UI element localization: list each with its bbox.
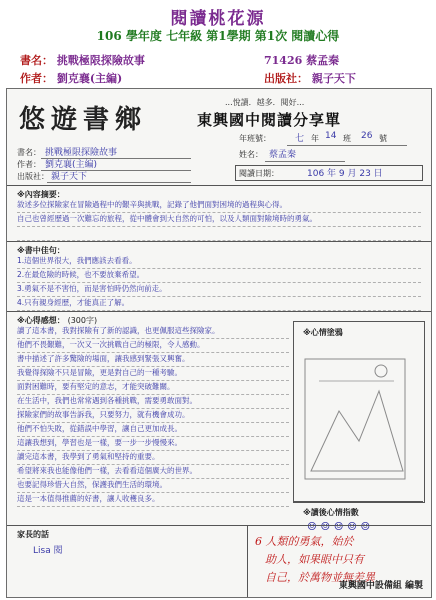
sheet-book-value: 挑戰極限探險故事 (45, 148, 118, 158)
author-label: 作者： (20, 72, 53, 85)
reading-sheet (6, 88, 432, 598)
summary-line: 自己也曾經歷過一次難忘的旅程，從中體會到大自然的可怕，以及人類面對險境時的勇氣。 (17, 213, 421, 227)
feeling-line: 這讓我想到，學習也是一樣，要一步一步慢慢來。 (17, 437, 289, 451)
sheet-slogan: ...悅讀．越多．閱好... (225, 98, 305, 107)
seat-no: 26 (361, 131, 373, 141)
name-label: 姓名： (239, 150, 263, 159)
parent-sign: Lisa 閱 (33, 546, 63, 556)
sheet-author-value: 劉克襄(主編) (45, 160, 98, 170)
sheet-author-label: 作者： (17, 160, 41, 169)
quote-line: 1.這個世界很大，我們應該去看看。 (17, 255, 421, 269)
parent-heading: 家長的話 (17, 530, 49, 539)
class-no: 14 (325, 131, 337, 141)
quote-lines (17, 255, 421, 311)
feeling-area (7, 325, 431, 533)
date-value: 106 年 9 月 23 日 (307, 169, 383, 179)
page-title: 閱讀桃花源 (170, 9, 266, 29)
feeling-line: 面對困難時，要有堅定的意志，才能突破難關。 (17, 381, 289, 395)
quote-heading: ※書中佳句： (17, 246, 65, 255)
feeling-line: 他們不怕失敗，從錯誤中學習，讓自己更加成長。 (17, 423, 289, 437)
teacher-note-2: 助人，如果眼中只有 (265, 553, 364, 566)
publisher-value: 親子天下 (311, 72, 356, 85)
sheet-publisher-label: 出版社： (17, 172, 49, 181)
feeling-line: 讀了這本書，我對探險有了新的認識，也更佩服這些探險家。 (17, 325, 289, 339)
book-title-label: 書名： (20, 54, 53, 67)
feeling-lines (17, 325, 289, 507)
sheet-footer: 東興國中設備組 編製 (338, 581, 423, 591)
publisher-row (264, 70, 356, 86)
sheet-publisher-value: 親子天下 (51, 172, 88, 182)
feeling-line: 探險家們的故事告訴我，只要努力，就有機會成功。 (17, 409, 289, 423)
quote-line: 3.勇氣不是不害怕，而是害怕時仍然向前走。 (17, 283, 421, 297)
publisher-label: 出版社： (264, 72, 308, 85)
summary-heading: ※內容摘要： (17, 190, 65, 199)
sheet-title: 東興國中閱讀分享單 (197, 111, 342, 129)
book-title-value: 挑戰極限探險故事 (56, 54, 145, 67)
summary-lines (17, 199, 421, 241)
feeling-line: 這是一本值得推薦的好書，讓人收穫良多。 (17, 493, 289, 507)
seat-mark: 號 (379, 134, 387, 143)
summary-line (17, 227, 421, 241)
student-id-name: 71426 蔡孟秦 (264, 54, 340, 67)
feeling-heading-text: ※心得感想： (17, 316, 65, 325)
author-row (20, 70, 122, 86)
feeling-note: (300字) (67, 316, 98, 325)
summary-line: 敘述多位探險家在冒險過程中的艱辛與挑戰，記錄了他們面對困境的過程與心得。 (17, 199, 421, 213)
sheet-logo: 悠遊書鄉 (19, 105, 148, 135)
sheet-book-label: 書名： (17, 148, 41, 157)
teacher-note-1: 6 人類的勇氣，始於 (255, 535, 354, 548)
feeling-line: 在生活中，我們也常常遇到各種挑戰，需要勇敢面對。 (17, 395, 289, 409)
feeling-line: 我覺得探險不只是冒險，更是對自己的一種考驗。 (17, 367, 289, 381)
mood-doodle (299, 341, 411, 503)
quote-line: 2.在最危險的時候，也不要放棄希望。 (17, 269, 421, 283)
date-label: 閱讀日期： (239, 169, 279, 178)
author-value: 劉克襄(主編) (56, 72, 123, 85)
quote-line: 4.只有親身經歷，才能真正了解。 (17, 297, 421, 311)
feeling-line: 讀完這本書，我學到了勇氣和堅持的重要。 (17, 451, 289, 465)
term-line: 106 學年度 七年級 第1學期 第1次 閱讀心得 (96, 29, 340, 43)
after-mood-heading: ※讀後心情指數 (303, 508, 359, 517)
feeling-line: 希望將來我也能像他們一樣，去看看這個廣大的世界。 (17, 465, 289, 479)
book-title-row (20, 52, 145, 68)
class-label: 年班號： (239, 134, 271, 143)
class-grade: 七 (295, 134, 305, 144)
teacher-note-3: 自己，於萬物並無差異 (265, 571, 375, 584)
class-mark: 班 (343, 134, 351, 143)
class-year-mark: 年 (311, 134, 319, 143)
mood-heading: ※心情塗鴉 (303, 328, 343, 337)
mood-smiles-icon: ☺ ☺ ☺ ☺ ☺ (307, 520, 371, 533)
feeling-line: 他們不畏艱難，一次又一次挑戰自己的極限，令人感動。 (17, 339, 289, 353)
feeling-line: 也要記得珍惜大自然，保護我們生活的環境。 (17, 479, 289, 493)
name-value: 蔡孟秦 (269, 150, 297, 160)
feeling-line: 書中描述了許多驚險的場面，讓我感到緊張又興奮。 (17, 353, 289, 367)
